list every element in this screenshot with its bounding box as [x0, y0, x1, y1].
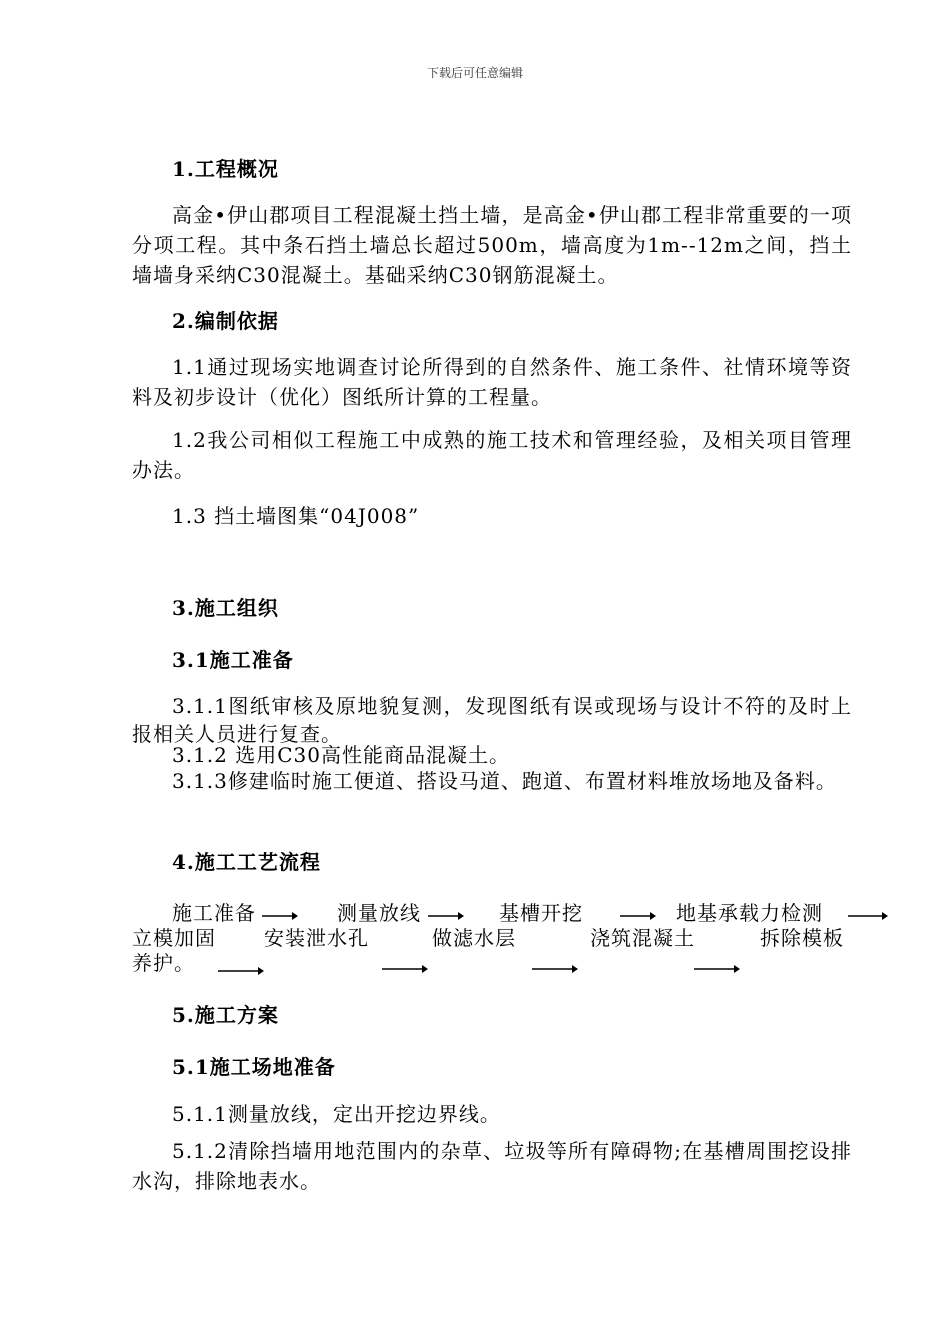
arrow-right-icon: [620, 908, 656, 922]
section-5-1-title: 5.1施工场地准备: [172, 1055, 336, 1079]
flow-step: 施工准备: [172, 901, 256, 925]
arrow-right-icon: [694, 962, 740, 976]
flow-step: 浇筑混凝土: [590, 926, 695, 950]
flow-row-3: [0, 947, 950, 977]
section-5-title: 5.施工方案: [172, 1003, 279, 1027]
section-2-title: 2.编制依据: [172, 309, 279, 333]
flow-step: 养护。: [132, 951, 195, 975]
arrow-right-icon: [382, 962, 428, 976]
section-2-item-3: 1.3 挡土墙图集“04J008”: [172, 504, 420, 528]
flow-step: 拆除模板: [760, 926, 844, 950]
section-1-paragraph: 高金•伊山郡项目工程混凝土挡土墙，是高金•伊山郡工程非常重要的一项分项工程。其中条石挡土墙总长超过500m，墙高度为1m--12m之间，挡土墙墙身采纳C30混凝土。基础采纳C30钢筋混凝土。: [132, 203, 852, 287]
page-header: 下载后可任意编辑: [426, 66, 523, 80]
section-3-item-2: 3.1.2 选用C30高性能商品混凝土。: [172, 743, 510, 767]
arrow-right-icon: [262, 908, 298, 922]
arrow-right-icon: [848, 908, 888, 922]
section-1-title: 1.工程概况: [172, 157, 279, 181]
flow-step: 做滤水层: [432, 926, 516, 950]
flow-step: 安装泄水孔: [264, 926, 369, 950]
section-2-item-1: 1.1通过现场实地调查讨论所得到的自然条件、施工条件、社情环境等资料及初步设计（优化）图纸所计算的工程量。: [132, 355, 852, 409]
flow-step: 测量放线: [337, 901, 421, 925]
section-3-item-3: 3.1.3修建临时施工便道、搭设马道、跑道、布置材料堆放场地及备料。: [172, 769, 837, 793]
arrow-right-icon: [428, 908, 464, 922]
arrow-right-icon: [218, 964, 264, 978]
section-4-title: 4.施工工艺流程: [172, 850, 321, 874]
section-3-1-title: 3.1施工准备: [172, 648, 294, 672]
flow-step: 地基承载力检测: [676, 901, 823, 925]
flow-step: 立模加固: [132, 926, 216, 950]
section-3-title: 3.施工组织: [172, 596, 279, 620]
flow-step: 基槽开挖: [499, 901, 583, 925]
arrow-right-icon: [532, 962, 578, 976]
section-3-item-1: 3.1.1图纸审核及原地貌复测，发现图纸有误或现场与设计不符的及时上报相关人员进行复查。: [132, 694, 852, 746]
section-5-item-2: 5.1.2清除挡墙用地范围内的杂草、垃圾等所有障碍物;在基槽周围挖设排水沟，排除地表水。: [132, 1139, 852, 1193]
section-5-item-1: 5.1.1测量放线，定出开挖边界线。: [172, 1102, 501, 1126]
section-2-item-2: 1.2我公司相似工程施工中成熟的施工技术和管理经验，及相关项目管理办法。: [132, 428, 852, 482]
